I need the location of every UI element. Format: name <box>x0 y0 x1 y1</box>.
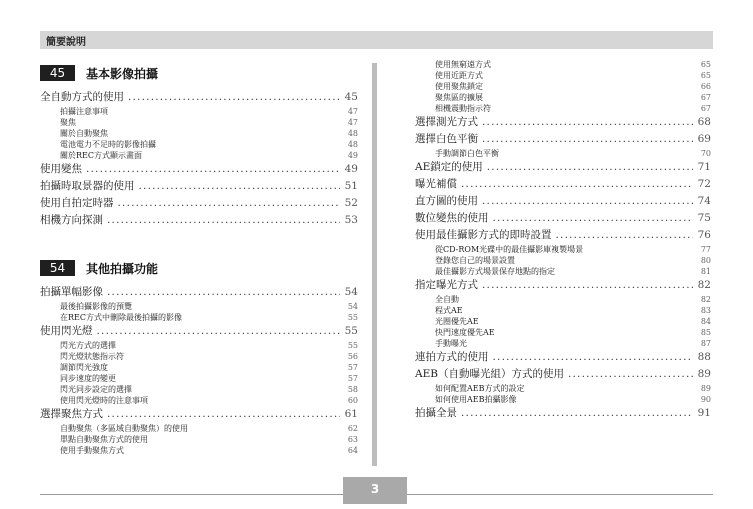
toc-entry-label: 使用近距方式 <box>435 71 483 80</box>
toc-entry[interactable] <box>415 210 711 227</box>
page-number: 3 <box>343 477 407 504</box>
toc-entry[interactable] <box>415 159 711 176</box>
toc-entry[interactable] <box>415 227 711 244</box>
toc-entry-label: 使用聚焦鎖定 <box>435 82 483 91</box>
toc-entry-page: 67 <box>700 104 711 113</box>
toc-entry-page: 49 <box>344 163 358 175</box>
toc-entry-page: 55 <box>344 325 358 337</box>
toc-entry-page: 54 <box>347 302 358 311</box>
toc-subentry[interactable] <box>40 150 358 161</box>
toc-entry-page: 67 <box>700 93 711 102</box>
toc-entry-label: 拍攝全景 <box>415 407 457 419</box>
toc-subentry[interactable] <box>415 294 711 305</box>
toc-entry-page: 49 <box>347 151 358 160</box>
section-page-badge: 45 <box>40 65 75 81</box>
toc-entry-label: 手動曝光 <box>435 339 467 348</box>
toc-entry[interactable] <box>415 277 711 294</box>
toc-subentry[interactable] <box>40 395 358 406</box>
toc-entry-page: 55 <box>347 313 358 322</box>
toc-list-basic <box>40 89 358 229</box>
toc-entry-page: 91 <box>697 407 711 419</box>
toc-entry-page: 74 <box>697 195 711 207</box>
dot-leader <box>118 195 341 212</box>
toc-entry-label: 閃光燈狀態指示符 <box>60 352 124 361</box>
toc-entry-label: 指定曝光方式 <box>415 279 478 291</box>
toc-entry-label: 使用閃光燈時的注意事項 <box>60 396 148 405</box>
toc-entry-label: 數位變焦的使用 <box>415 212 489 224</box>
toc-subentry[interactable] <box>415 383 711 394</box>
toc-entry-page: 54 <box>344 286 358 298</box>
toc-subentry[interactable] <box>40 106 358 117</box>
toc-entry-label: 調節閃光強度 <box>60 363 108 372</box>
toc-entry-page: 45 <box>344 91 358 103</box>
toc-entry-label: 曝光補償 <box>415 178 457 190</box>
toc-entry-page: 66 <box>700 82 711 91</box>
dot-leader <box>568 366 693 383</box>
toc-entry[interactable] <box>40 323 358 340</box>
toc-entry-label: 光圈優先AE <box>435 317 479 326</box>
toc-subentry[interactable] <box>415 305 711 316</box>
toc-entry-label: 拍攝單幅影像 <box>40 286 103 298</box>
toc-entry-page: 55 <box>347 341 358 350</box>
toc-entry-label: 關於自動聚焦 <box>60 129 108 138</box>
dot-leader <box>493 349 694 366</box>
dot-leader <box>556 227 694 244</box>
dot-leader <box>487 159 693 176</box>
toc-subentry[interactable] <box>415 327 711 338</box>
toc-entry-label: 如何配置AEB方式的設定 <box>435 384 525 393</box>
toc-entry-label: AEB（自動曝光組）方式的使用 <box>415 368 564 380</box>
toc-entry-page: 90 <box>700 395 711 404</box>
toc-entry-page: 60 <box>347 396 358 405</box>
toc-list-continued <box>415 59 711 422</box>
dot-leader <box>107 406 340 423</box>
toc-entry-label: 同步速度的變更 <box>60 374 116 383</box>
toc-entry-page: 72 <box>697 178 711 190</box>
toc-entry[interactable] <box>40 212 358 229</box>
toc-entry-page: 47 <box>347 118 358 127</box>
toc-subentry[interactable] <box>40 434 358 445</box>
dot-leader <box>493 210 694 227</box>
dot-leader <box>107 284 340 301</box>
toc-entry-label: 最後拍攝影像的預覽 <box>60 302 132 311</box>
dot-leader <box>482 193 693 210</box>
toc-subentry[interactable] <box>40 373 358 384</box>
toc-subentry[interactable] <box>40 445 358 456</box>
toc-entry-page: 80 <box>700 256 711 265</box>
dot-leader <box>482 277 693 294</box>
toc-entry-label: 程式AE <box>435 306 463 315</box>
toc-entry[interactable] <box>40 89 358 106</box>
toc-entry-page: 76 <box>697 229 711 241</box>
toc-entry-page: 87 <box>700 339 711 348</box>
toc-entry-page: 84 <box>700 317 711 326</box>
toc-entry-label: 相機方向探測 <box>40 214 103 226</box>
toc-entry[interactable] <box>415 131 711 148</box>
toc-entry-page: 81 <box>700 267 711 276</box>
toc-entry-label: 拍攝注意事項 <box>60 107 108 116</box>
toc-entry-label: 登錄您自己的場景設置 <box>435 256 515 265</box>
toc-entry-label: 從CD-ROM光碟中的最佳攝影庫複製場景 <box>435 245 584 254</box>
toc-subentry[interactable] <box>415 81 711 92</box>
toc-subentry[interactable] <box>415 59 711 70</box>
toc-entry-label: 選擇聚焦方式 <box>40 408 103 420</box>
toc-entry-label: 聚焦區的擴展 <box>435 93 483 102</box>
toc-entry-page: 63 <box>347 435 358 444</box>
toc-entry-page: 88 <box>697 351 711 363</box>
toc-entry-page: 52 <box>344 197 358 209</box>
toc-subentry[interactable] <box>40 128 358 139</box>
toc-entry-page: 58 <box>347 385 358 394</box>
toc-subentry[interactable] <box>40 362 358 373</box>
toc-subentry[interactable] <box>415 92 711 103</box>
toc-entry-label: 自動聚焦（多區域自動聚焦）的使用 <box>60 424 188 433</box>
toc-entry-page: 48 <box>347 140 358 149</box>
toc-entry-label: 快門速度優先AE <box>435 328 495 337</box>
toc-entry[interactable] <box>40 406 358 423</box>
toc-subentry[interactable] <box>40 117 358 128</box>
toc-entry[interactable] <box>40 195 358 212</box>
toc-entry-page: 65 <box>700 60 711 69</box>
toc-entry-label: 手動調節白色平衡 <box>435 149 499 158</box>
toc-entry-label: 選擇白色平衡 <box>415 133 478 145</box>
toc-entry-label: 使用變焦 <box>40 163 82 175</box>
dot-leader <box>139 178 341 195</box>
header-bar <box>40 31 713 49</box>
toc-entry-label: 聚焦 <box>60 118 76 127</box>
toc-entry-page: 83 <box>700 306 711 315</box>
toc-subentry[interactable] <box>40 423 358 434</box>
toc-subentry[interactable] <box>40 340 358 351</box>
toc-entry-label: 關於REC方式顯示畫面 <box>60 151 142 160</box>
toc-entry-page: 47 <box>347 107 358 116</box>
section-title: 基本影像拍攝 <box>86 66 159 81</box>
toc-entry-label: AE鎖定的使用 <box>415 161 483 173</box>
header-title: 簡要說明 <box>46 37 86 48</box>
toc-entry-page: 70 <box>700 149 711 158</box>
toc-entry-page: 69 <box>697 133 711 145</box>
dot-leader <box>461 405 693 422</box>
toc-entry-page: 57 <box>347 363 358 372</box>
toc-subentry[interactable] <box>415 148 711 159</box>
toc-entry-label: 直方圖的使用 <box>415 195 478 207</box>
toc-subentry[interactable] <box>40 351 358 362</box>
toc-subentry[interactable] <box>40 139 358 150</box>
toc-subentry[interactable] <box>415 70 711 81</box>
toc-entry-page: 57 <box>347 374 358 383</box>
toc-subentry[interactable] <box>415 266 711 277</box>
toc-entry-label: 使用自拍定時器 <box>40 197 114 209</box>
toc-entry[interactable] <box>415 366 711 383</box>
dot-leader <box>482 114 693 131</box>
toc-subentry[interactable] <box>40 384 358 395</box>
toc-entry[interactable] <box>40 178 358 195</box>
toc-entry[interactable] <box>415 349 711 366</box>
toc-entry-label: 在REC方式中刪除最後拍攝的影像 <box>60 313 182 322</box>
section-heading-basic[interactable] <box>40 63 158 83</box>
toc-entry[interactable] <box>415 405 711 422</box>
dot-leader <box>482 131 693 148</box>
toc-subentry[interactable] <box>415 338 711 349</box>
toc-entry-label: 拍攝時取景器的使用 <box>40 180 135 192</box>
toc-list-other <box>40 284 358 456</box>
toc-subentry[interactable] <box>415 316 711 327</box>
toc-subentry[interactable] <box>415 244 711 255</box>
toc-entry-label: 最佳攝影方式場景保存地點的指定 <box>435 267 555 276</box>
toc-subentry[interactable] <box>415 255 711 266</box>
toc-entry-page: 89 <box>697 368 711 380</box>
toc-subentry[interactable] <box>40 312 358 323</box>
toc-entry-label: 相機震動指示符 <box>435 104 491 113</box>
toc-entry-label: 閃光方式的選擇 <box>60 341 116 350</box>
toc-subentry[interactable] <box>415 394 711 405</box>
dot-leader <box>128 89 340 106</box>
toc-entry-page: 53 <box>344 214 358 226</box>
dot-leader <box>107 212 340 229</box>
toc-entry-page: 64 <box>347 446 358 455</box>
section-title: 其他拍攝功能 <box>86 261 159 276</box>
toc-entry-label: 選擇測光方式 <box>415 116 478 128</box>
toc-entry-label: 電池電力不足時的影像拍攝 <box>60 140 156 149</box>
toc-entry-label: 單點自動聚焦方式的使用 <box>60 435 148 444</box>
toc-entry-label: 使用無窮遠方式 <box>435 60 491 69</box>
toc-entry-page: 71 <box>697 161 711 173</box>
toc-entry-page: 68 <box>697 116 711 128</box>
toc-entry-page: 62 <box>347 424 358 433</box>
toc-entry-page: 65 <box>700 71 711 80</box>
toc-entry-label: 使用最佳攝影方式的即時設置 <box>415 229 552 241</box>
toc-entry-page: 48 <box>347 129 358 138</box>
toc-entry-label: 使用手動聚焦方式 <box>60 446 124 455</box>
toc-entry-page: 77 <box>700 245 711 254</box>
toc-entry-page: 85 <box>700 328 711 337</box>
toc-entry-label: 使用閃光燈 <box>40 325 93 337</box>
toc-entry-label: 全自動方式的使用 <box>40 91 124 103</box>
section-page-badge: 54 <box>40 260 75 276</box>
toc-entry-page: 89 <box>700 384 711 393</box>
section-heading-other[interactable] <box>40 258 158 278</box>
toc-entry-page: 82 <box>697 279 711 291</box>
dot-leader <box>86 161 340 178</box>
toc-entry-page: 75 <box>697 212 711 224</box>
dot-leader <box>461 176 693 193</box>
toc-entry-label: 閃光同步設定的選擇 <box>60 385 132 394</box>
toc-entry[interactable] <box>415 176 711 193</box>
toc-entry[interactable] <box>415 193 711 210</box>
toc-subentry[interactable] <box>40 301 358 312</box>
toc-subentry[interactable] <box>415 103 711 114</box>
toc-entry-label: 如何使用AEB拍攝影像 <box>435 395 517 404</box>
toc-entry-page: 82 <box>700 295 711 304</box>
dot-leader <box>97 323 341 340</box>
toc-entry-label: 全自動 <box>435 295 459 304</box>
toc-entry[interactable] <box>415 114 711 131</box>
toc-entry-label: 連拍方式的使用 <box>415 351 489 363</box>
toc-entry[interactable] <box>40 161 358 178</box>
toc-entry-page: 51 <box>344 180 358 192</box>
toc-entry-page: 61 <box>344 408 358 420</box>
toc-entry-page: 56 <box>347 352 358 361</box>
toc-entry[interactable] <box>40 284 358 301</box>
column-divider <box>372 63 377 466</box>
